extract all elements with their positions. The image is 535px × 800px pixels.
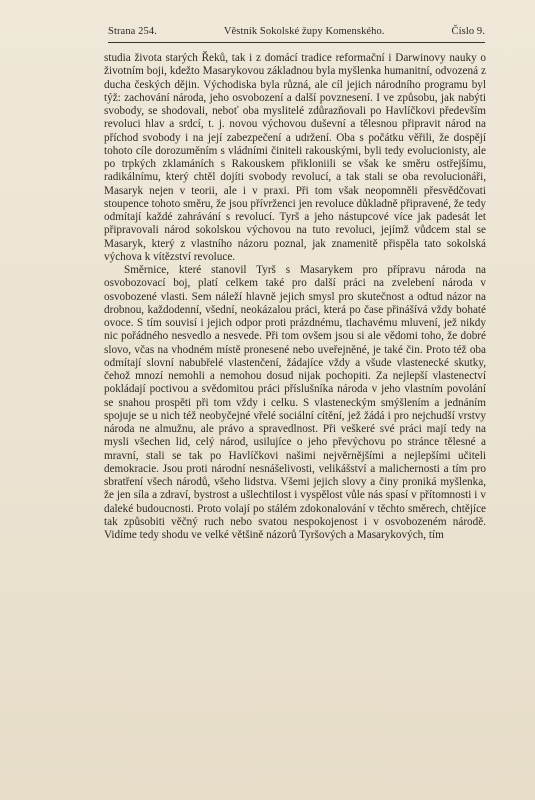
- paragraph-smernice: Směrnice, které stanovil Tyrš s Masarykem pro přípravu národa na osvobozovací boj, platí celkem také pro další práci na zvelebení národa v osvobozené vlasti. Sem náleží hlavně jejich smysl pro skutečnost a odtud názor na drobnou, každodenní, všední, neokázalou práci, která po čase přinášívá vždy bohaté ovoce. S tím souvisí i jejich odpor proti prázdnému, tlachavému mluvení, jež nikdy nic pořádného nesvedlo a nesvede. Při tom ovšem jsou si ale vědomi toho, že dobré slovo, včas na vhodném místě pronesené nebo uveřejněné, je také čin. Proto též oba odmítají slovní nabubřelé vlastenčení, žádajíce vždy a všude vlastenecké skutky, čehož mnozí nemohli a nemohou dosud nijak pochopiti. Za nejlepší vlastenectví pokládají poctivou a svědomitou práci příslušníka národa v jeho vlastním povolání se snahou prospěti při tom vždy i celku. S vlasteneckým smýšlením a jednáním spojuje se u nich též neobyčejné vřelé sociální cítění, jež žádá i pro nejchudší vrstvy národa ne almužnu, ale právo a spravedlnost. Při veškeré své práci mají tedy na mysli všechen lid, celý národ, usilujíce o jeho převýchovu po stránce tělesné a mravní, stali se tak po Havlíčkovi našimi nejvěrnějšími a nejlepšími učiteli demokracie. Jsou proti národní nesnášelivosti, velikášství a malichernosti a tím pro sbratření všech národů, všeho lidstva. Všemi jejich slovy a činy proniká myšlenka, že jen síla a zdraví, bystrost a ušlechtilost i vyspělost vůle nás spasí v přítomnosti i v daleké budoucnosti. Proto volají po stálém zdokonalování v těchto směrech, chtějíce tak způsobiti věčný ruch nebo svatou nespokojenost i v osvobozeném národě. Vidíme tedy shodu ve velké většině názorů Tyršových a Masarykových, tím: [104, 264, 486, 541]
- header-rule: [108, 42, 485, 43]
- journal-title: Věstník Sokolské župy Komenského.: [223, 26, 385, 37]
- issue-number-label: Číslo 9.: [451, 26, 485, 37]
- page-number-label: Strana 254.: [108, 26, 157, 37]
- body-text: [104, 52, 486, 542]
- paragraph-continuation: studia života starých Řeků, tak i z domácí tradice reformační i Darwinovy nauky o životním boji, kdežto Masarykovou základnou byla myšlenka humanitní, odvozená z ducha českých dějin. Východiska byla různá, ale cíl jejich národního programu byl týž: zachování národa, jeho osvobození a další povznesení. I ve způsobu, jak nabýti svobody, se shodovali, neboť oba myslitelé zdůrazňovali po Havlíčkovi především revoluci hlav a srdcí, t. j. novou výchovou duševní a tělesnou připravit národ na příchod svobody i na její zabezpečení a udržení. Oba s počátku věřili, že dospějí tohoto cíle dorozuměním s vládními činiteli rakouskými, byli tedy evolucionisty, ale po trpkých zklamáních s Rakouskem přikloniili se však ke směru ostřejšímu, radikálnímu, který chtěl dojíti svobody revolucí, a tak stali se oba revolucionáři, Masaryk nejen v teorii, ale i v praxi. Při tom však neopomněli přesvědčovati stoupence tohoto směru, že jsou přívrženci jen revoluce důkladně připravené, že tedy odmítají každé zahrávání s revolucí. Tyrš a jeho nástupcové více jak padesát let připravovali národ sokolskou výchovou na tuto revoluci, jejímž vůdcem stal se Masaryk, který z vlastního názoru poznal, jak znamenitě přispěla tato sokolská výchova k vítězství revoluce.: [104, 52, 486, 263]
- running-header: [108, 26, 485, 40]
